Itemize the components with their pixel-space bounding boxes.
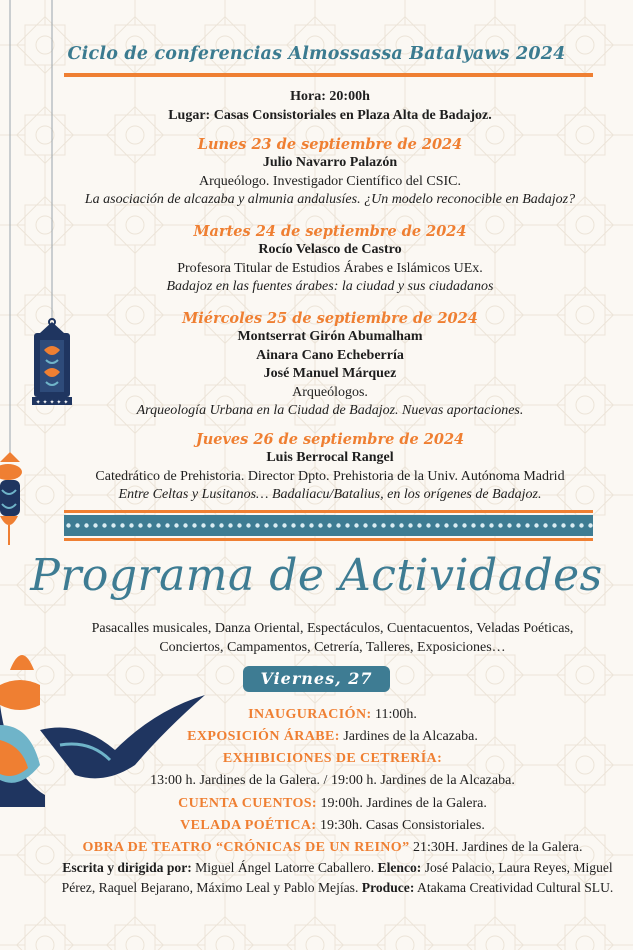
session-date: Jueves 26 de septiembre de 2024 [195, 431, 465, 448]
session-speaker: Luis Berrocal Rangel [266, 450, 394, 465]
dotted-divider-band [64, 515, 593, 536]
item-text: 19:00h. Jardines de la Galera. [317, 796, 487, 811]
session-speaker: Montserrat Girón Abumalham [237, 329, 423, 344]
program-schedule [60, 705, 605, 857]
session-thursday [60, 430, 600, 505]
schedule-item [60, 816, 605, 835]
item-label: VELADA POÉTICA: [180, 818, 317, 833]
item-label: EXPOSICIÓN ÁRABE: [187, 729, 340, 744]
session-role: Arqueólogos. [292, 384, 368, 400]
schedule-item [60, 705, 605, 724]
activities-list [60, 619, 605, 657]
program-title: Programa de Actividades [30, 550, 603, 601]
session-role: Arqueólogo. Investigador Científico del CSIC. [198, 173, 462, 189]
session-speaker: Rocío Velasco de Castro [258, 242, 402, 257]
svg-text:✦ ✦ ✦ ✦ ✦: ✦ ✦ ✦ ✦ ✦ [35, 399, 69, 406]
divider-line-top [64, 510, 593, 513]
item-text: Jardines de la Alcazaba. [339, 729, 478, 744]
session-talk: Arqueología Urbana en la Ciudad de Badajoz. Nuevas aportaciones. [136, 403, 524, 418]
session-date: Lunes 23 de septiembre de 2024 [197, 136, 463, 153]
session-role: Profesora Titular de Estudios Árabes e Islámicos UEx. [177, 260, 483, 276]
item-label: OBRA DE TEATRO “CRÓNICAS DE UN REINO” [82, 840, 410, 855]
session-talk: Badajoz en las fuentes árabes: la ciudad y sus ciudadanos [166, 279, 494, 294]
item-text: 13:00 h. Jardines de la Galera. / 19:00 h. Jardines de la Alcazaba. [150, 773, 515, 788]
session-tuesday [60, 222, 600, 297]
credits-label: Escrita y dirigida por: [62, 860, 192, 875]
session-monday [60, 135, 600, 210]
session-date: Martes 24 de septiembre de 2024 [193, 223, 467, 240]
title-underline [64, 73, 593, 77]
item-label: CUENTA CUENTOS: [178, 796, 317, 811]
schedule-item [60, 727, 605, 746]
item-text: 21:30H. Jardines de la Galera. [409, 840, 583, 855]
schedule-item [60, 794, 605, 813]
conference-time: Hora: 20:00h [290, 89, 370, 104]
session-date: Miércoles 25 de septiembre de 2024 [182, 310, 478, 327]
conference-title: Ciclo de conferencias Almossassa Batalyaws 2024 [67, 44, 566, 64]
session-wednesday [60, 309, 600, 421]
session-talk: Entre Celtas y Lusitanos… Badaliacu/Batalius, en los orígenes de Badajoz. [118, 487, 542, 502]
credits-label: Produce: [361, 880, 415, 895]
session-speaker: Ainara Cano Echeberría [256, 347, 404, 363]
credits-text: Miguel Ángel Latorre Caballero. [191, 860, 378, 875]
credits-text: José Palacio, Laura Reyes, Miguel Pérez, Raquel Bejarano, Máximo Leal y Pablo Mejías. [61, 860, 613, 895]
schedule-item [60, 771, 605, 790]
item-label: EXHIBICIONES DE CETRERÍA: [222, 751, 443, 766]
item-label: INAUGURACIÓN: [248, 707, 372, 722]
divider-line-bottom [64, 538, 593, 541]
session-role: Catedrático de Prehistoria. Director Dpto. Prehistoria de la Univ. Autónoma Madrid [95, 468, 565, 484]
schedule-item [60, 749, 605, 768]
session-speaker: José Manuel Márquez [263, 366, 397, 381]
play-credits [60, 858, 615, 898]
activities-line: Pasacalles musicales, Danza Oriental, Espectáculos, Cuentacuentos, Veladas Poéticas, [91, 621, 574, 636]
activities-line: Conciertos, Campamentos, Cetrería, Talleres, Exposiciones… [159, 640, 506, 655]
item-text: 19:30h. Casas Consistoriales. [316, 818, 485, 833]
session-talk: La asociación de alcazaba y almunia andalusíes. ¿Un modelo reconocible en Badajoz? [84, 192, 576, 207]
conference-venue: Lugar: Casas Consistoriales en Plaza Alta de Badajoz. [168, 107, 492, 123]
credits-label: Elenco: [377, 860, 422, 875]
session-speaker: Julio Navarro Palazón [262, 155, 398, 170]
conference-info [60, 88, 600, 125]
schedule-item [60, 838, 605, 857]
credits-text: Atakama Creatividad Cultural SLU. [414, 880, 614, 895]
day-badge: Viernes, 27 [243, 666, 390, 692]
item-text: 11:00h. [371, 707, 417, 722]
